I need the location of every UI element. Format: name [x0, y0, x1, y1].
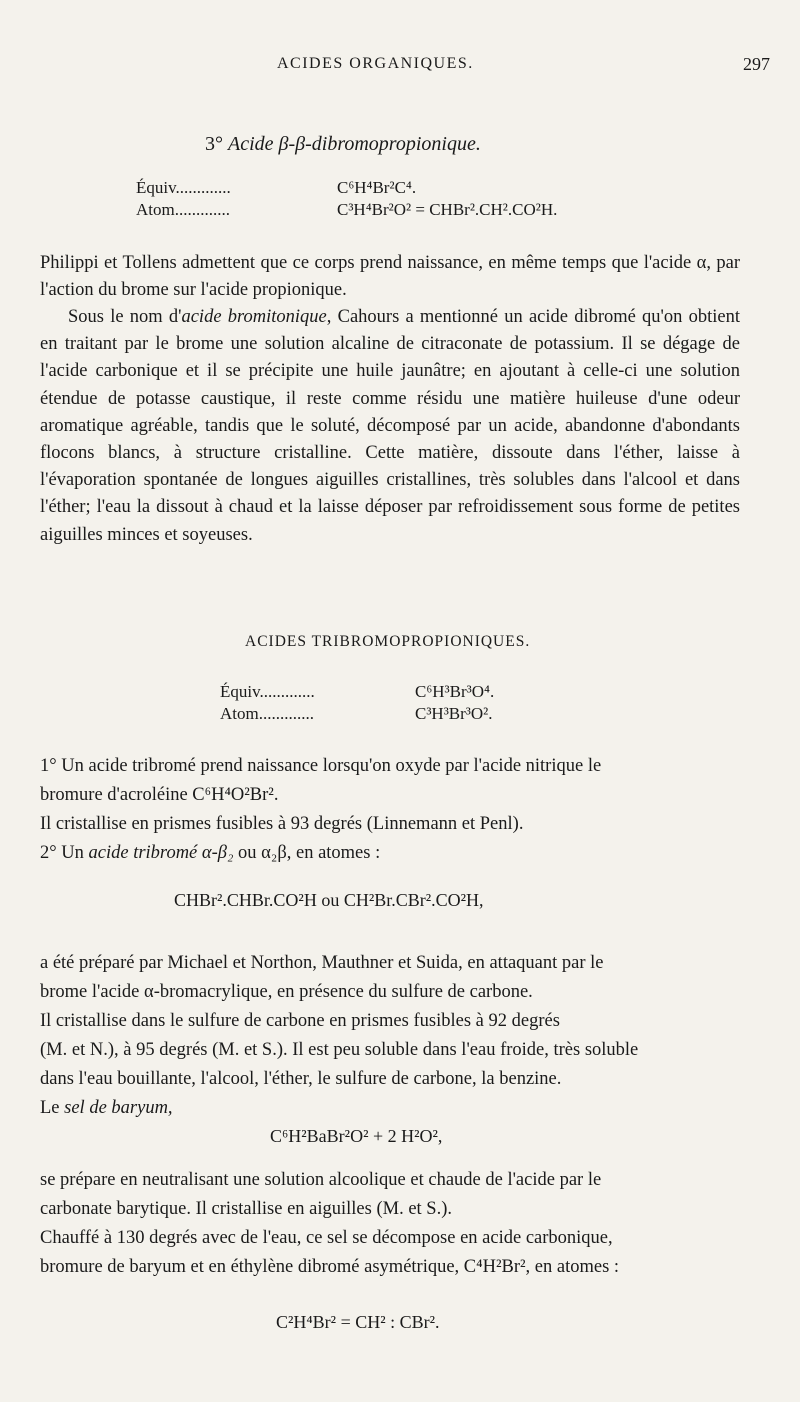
text-line: 1° Un acide tribromé prend naissance lorsqu'on oxyde par l'acide nitrique le	[40, 756, 602, 776]
paragraph-italic: acide bromitonique	[181, 307, 327, 327]
equiv-formula: C⁶H⁴Br²C⁴.	[337, 178, 417, 197]
atom-formula: C³H⁴Br²O² = CHBr².CH².CO²H.	[337, 200, 558, 219]
tribromo-equiv-label: Équiv.............	[220, 682, 315, 701]
text-line: bromure de baryum et en éthylène dibromé asymétrique, C⁴H²Br², en atomes :	[40, 1257, 620, 1277]
paragraph-cahours	[40, 304, 740, 549]
text-line: dans l'eau bouillante, l'alcool, l'éther, le sulfure de carbone, la benzine.	[40, 1069, 562, 1089]
tribromo-heading: ACIDES TRIBROMOPROPIONIQUES.	[245, 633, 531, 650]
text-line: Le sel de baryum,	[40, 1098, 173, 1118]
section-number: 3°	[205, 133, 228, 155]
paragraph-philippi	[40, 250, 740, 304]
text-line: bromure d'acroléine C⁶H⁴O²Br².	[40, 785, 279, 805]
paragraph-text: Philippi et Tollens admettent que ce corps prend naissance, en même temps que l'acide α, par l'action du brome sur l'acide propionique.	[40, 253, 740, 301]
text-line: Il cristallise dans le sulfure de carbone en prismes fusibles à 92 degrés	[40, 1011, 560, 1031]
text-line: brome l'acide α-bromacrylique, en présence du sulfure de carbone.	[40, 982, 533, 1002]
page-number: 297	[743, 54, 770, 74]
paragraph-start: Sous le nom d'	[68, 307, 182, 327]
running-head: ACIDES ORGANIQUES.	[277, 55, 474, 72]
tribromo-atom-label: Atom.............	[220, 704, 314, 723]
page-header	[0, 52, 800, 82]
text-line: (M. et N.), à 95 degrés (M. et S.). Il est peu soluble dans l'eau froide, très soluble	[40, 1040, 639, 1060]
text-line: a été préparé par Michael et Northon, Mauthner et Suida, en attaquant par le	[40, 953, 604, 973]
equiv-label: Équiv.............	[136, 178, 231, 197]
text-line: carbonate barytique. Il cristallise en aiguilles (M. et S.).	[40, 1199, 453, 1219]
tribromo-equiv-formula: C⁶H³Br³O⁴.	[415, 682, 495, 701]
formula-barium-salt: C⁶H²BaBr²O² + 2 H²O²,	[270, 1126, 443, 1146]
tribromo-atom-formula: C³H³Br³O².	[415, 704, 493, 723]
formula-ethylene-dibromide: C²H⁴Br² = CH² : CBr².	[276, 1312, 440, 1332]
text-line: Il cristallise en prismes fusibles à 93 degrés (Linnemann et Penl).	[40, 814, 524, 834]
section-title	[205, 133, 481, 156]
atom-label: Atom.............	[136, 200, 230, 219]
formula-acid-tribromo: CHBr².CHBr.CO²H ou CH²Br.CBr².CO²H,	[174, 890, 484, 910]
text-line: se prépare en neutralisant une solution alcoolique et chaude de l'acide par le	[40, 1170, 602, 1190]
text-line: Chauffé à 130 degrés avec de l'eau, ce sel se décompose en acide carbonique,	[40, 1228, 613, 1248]
text-line: 2° Un acide tribromé α-β₂ ou α₂β, en atomes :	[40, 843, 381, 863]
section-title-text: Acide β-β-dibromopropionique.	[228, 133, 481, 155]
paragraph-rest: , Cahours a mentionné un acide dibromé qu'on obtient en traitant par le brome une solution alcaline de citraconate de potassium. Il se dégage de l'acide carbonique et il se précipite une huile jaunâtre; en ajoutant à celle-ci une solution étendue de potasse caustique, il reste comme résidu une matière huileuse d'une odeur aromatique agréable, tandis que le soluté, décomposé par un acide, abandonne d'abondants flocons blancs, à structure cristalline. Cette matière, dissoute dans l'éther, laisse à l'évaporation spontanée de longues aiguilles cristallines, très solubles dans l'alcool et dans l'éther; l'eau la dissout à chaud et la laisse déposer par refroidissement sous forme de petites aiguilles minces et soyeuses.	[40, 307, 740, 545]
